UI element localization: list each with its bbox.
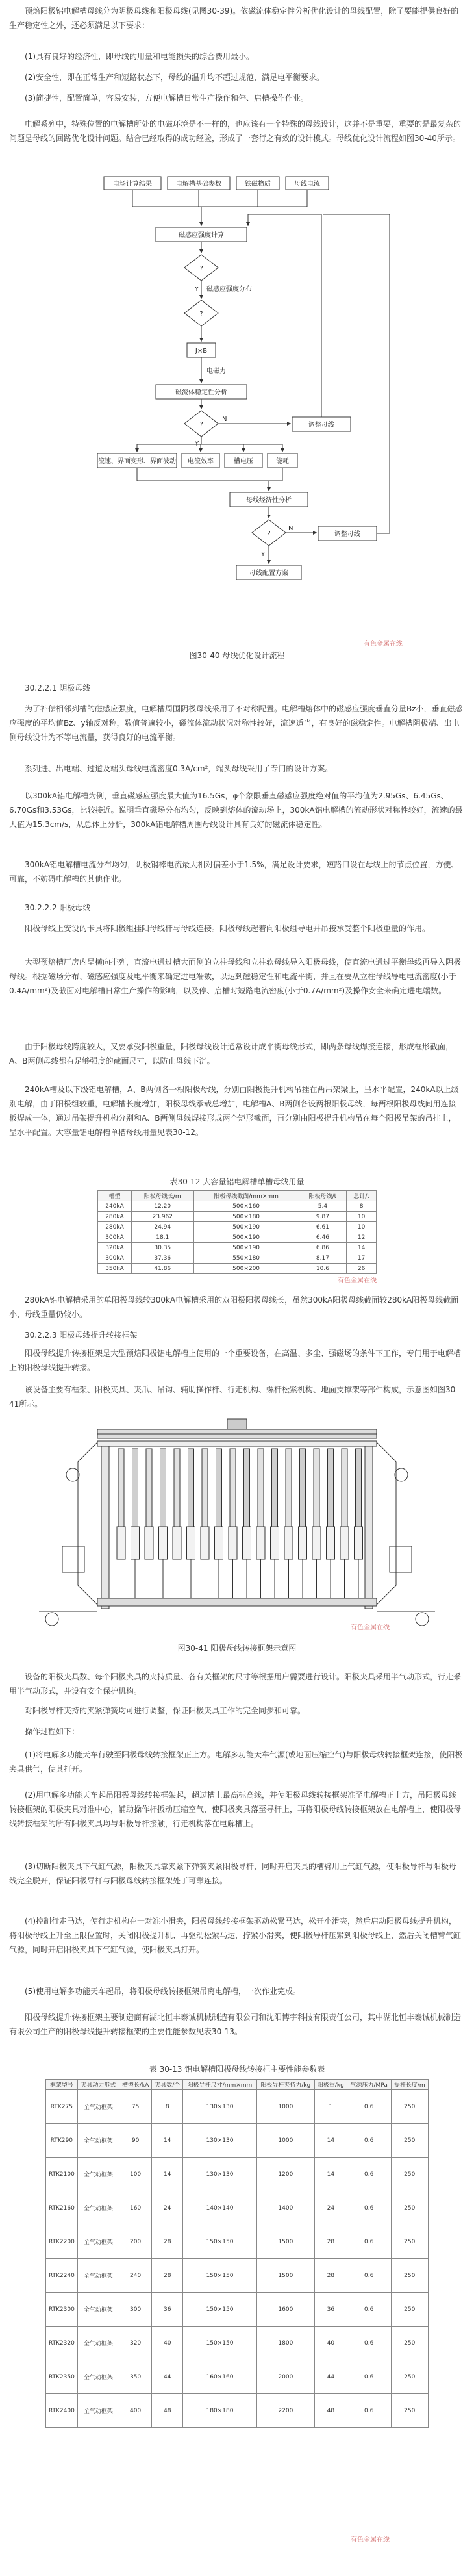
clamp-jaw <box>327 1527 335 1559</box>
table-cell: RTK2200 <box>46 2225 78 2259</box>
clamp-column <box>258 1449 264 1527</box>
table-cell: 6.86 <box>299 1243 347 1253</box>
table-row <box>46 2259 429 2293</box>
clamp-jaw <box>271 1527 279 1559</box>
table-cell: 8.17 <box>299 1253 347 1264</box>
table-cell: 140×140 <box>183 2191 257 2225</box>
table-cell: 500×190 <box>193 1243 299 1253</box>
clamp-jaw <box>299 1527 307 1559</box>
table-row <box>46 2158 429 2191</box>
output-energy-label: 能耗 <box>276 458 289 465</box>
frame-paragraph-2: 该设备主要有框架、阳极夹具、夹爪、吊钩、辅助操作杆、行走机构、螺杆松紧机构、地面支撑架等部件构成，示意图如图30-41所示。 <box>9 1385 458 1409</box>
table-cell: 150×150 <box>183 2225 257 2259</box>
table-cell: 全气动框架 <box>77 2124 119 2158</box>
clamp-jaw <box>215 1527 223 1559</box>
table-cell: 28 <box>314 2259 347 2293</box>
table-cell: 75 <box>119 2090 151 2124</box>
requirement-economy: (1)具有良好的经济性，即母线的用量和电能损失的综合费用最小。 <box>25 52 255 61</box>
table-cell: 160 <box>119 2191 151 2225</box>
table-cell: 250 <box>391 2191 428 2225</box>
table12-header: 阳极母线/t <box>299 1191 347 1201</box>
table-cell: 250 <box>391 2158 428 2191</box>
table-cell: 300kA <box>98 1232 132 1243</box>
table-cell: 全气动框架 <box>77 2090 119 2124</box>
anode-paragraph-2: 大型预焙槽厂房内呈横向排列，直流电通过槽大面侧的立柱母线和立柱软母线导入阳极母线，使直流电通过平衡母线再导入阴极母线。根据磁场分布、磁感应强度及电平衡来确定进电端数，以达到磁稳定性和电流平衡，并且在要从立柱母线导电电流密度(小于0.4A/mm²)及截面对电解槽日常生产操作的影响，以及停、启槽时短路电流密度(小于0.7A/mm²)及操作安全来确定进电端数。 <box>9 958 462 995</box>
table12-header: 总计/t <box>347 1191 377 1201</box>
clamp-column <box>174 1449 180 1527</box>
table-cell: 150×150 <box>183 2259 257 2293</box>
table-cell: 12.20 <box>131 1201 193 1212</box>
magnetic-calc-label: 磁感应强度计算 <box>179 232 224 239</box>
table-cell: 14 <box>314 2158 347 2191</box>
table-cell: 36 <box>314 2293 347 2327</box>
table-cell: 10 <box>347 1222 377 1232</box>
clamp-column <box>160 1449 166 1527</box>
table-cell: 40 <box>152 2327 183 2360</box>
final-configuration-label: 母线配置方案 <box>249 570 288 577</box>
electromagnetic-force-label: 电磁力 <box>206 368 226 375</box>
clamp-jaw <box>201 1527 209 1559</box>
table-cell: RTK2300 <box>46 2293 78 2327</box>
no-label-2: N <box>288 525 293 532</box>
cathode-paragraph-2: 系列进、出电端、过道及端头母线电流密度0.3A/cm²，端头母线采用了专门的设计方案。 <box>25 764 333 773</box>
table-cell: 350 <box>119 2360 151 2394</box>
table-cell: 24 <box>152 2191 183 2225</box>
table-cell: 300 <box>119 2293 151 2327</box>
table12-header: 阳极母线长/m <box>131 1191 193 1201</box>
adjust-busbar-1-label: 调整母线 <box>308 422 334 429</box>
operation-step-3: (3)切断阳极夹具下气缸气源，阳极夹具靠夹紧下弹簧夹紧阳极导杆，同时开启夹具的槽臂用上气缸气源，使阳极导杆与阳极母线完全脱开，保证阳极导杆与阳极母线转接框架处于可靠连接。 <box>9 1862 457 1885</box>
clamp-jaw <box>131 1527 140 1559</box>
operation-paragraph-2: 对阳极导杆夹持的夹紧弹簧均可进行调整，保证阳极夹具工作的完全同步和可靠。 <box>25 1706 306 1715</box>
frame-paragraph-1: 阳极母线提升转接框架是大型预焙阳极铝电解槽上使用的一个重要设备，在高温、多尘、强磁场的条件下工作，专门用于电解槽上的阳极母线提升转接。 <box>9 1349 462 1372</box>
clamp-column <box>118 1449 124 1527</box>
table-cell: 28 <box>152 2259 183 2293</box>
table-cell: 0.6 <box>347 2124 391 2158</box>
input-electric-field-label: 电场计算结果 <box>113 181 152 188</box>
table-cell: 250 <box>391 2394 428 2428</box>
table13-header: 阳极导杆尺寸/mm×mm <box>183 2080 257 2090</box>
table-cell: 41.86 <box>131 1264 193 1274</box>
table-cell: 90 <box>119 2124 151 2158</box>
table-cell: 全气动框架 <box>77 2259 119 2293</box>
clamp-jaw <box>159 1527 168 1559</box>
anode-paragraph-4: 240kA槽及以下级铝电解槽，A、B两侧各一根阳极母线，分别由阳极提升机构吊挂在两吊架梁上，呈水平配置，240kA以上级别电解，由于阳极组较重，电解槽长度增加，阳极母线承载总增加，电解槽A、B两侧各设两根阳极母线，每两根阳极母线间用连接板焊成一体，通过吊架提升机构分别和A、B两侧母线焊接形成两个矩形截面，再分别由阳极提升机构吊在每个阳极吊架的吊挂上，呈水平配置。大容量铝电解槽单槽母线用量见表30-12。 <box>9 1085 459 1137</box>
table-cell: 1500 <box>256 2225 314 2259</box>
table-cell: 8 <box>347 1201 377 1212</box>
clamp-column <box>244 1449 250 1527</box>
table-cell: 0.6 <box>347 2225 391 2259</box>
table-row <box>46 2394 429 2428</box>
watermark-1: 有色金属在线 <box>364 641 403 648</box>
table12-caption: 表30-12 大容量铝电解槽单槽母线用量 <box>169 1177 305 1186</box>
table-cell: 250 <box>391 2259 428 2293</box>
table-cell: 26 <box>347 1264 377 1274</box>
table-cell: 全气动框架 <box>77 2191 119 2225</box>
table-cell: 300kA <box>98 1253 132 1264</box>
table-cell: 28 <box>314 2225 347 2259</box>
table-cell: 0.6 <box>347 2090 391 2124</box>
yes-label-3: Y <box>261 551 266 558</box>
output-flow-label: 流速、界面变形、界面波动 <box>98 458 176 465</box>
table-row <box>98 1201 377 1212</box>
table-cell: 130×130 <box>183 2158 257 2191</box>
yes-label-1: Y <box>195 286 199 293</box>
table-row <box>46 2191 429 2225</box>
table-cell: 0.6 <box>347 2158 391 2191</box>
table13-header: 夹具数/个 <box>152 2080 183 2090</box>
table-cell: 全气动框架 <box>77 2225 119 2259</box>
table-cell: 40 <box>314 2327 347 2360</box>
table-cell: 全气动框架 <box>77 2394 119 2428</box>
table-cell: 10 <box>347 1212 377 1222</box>
manufacturer-paragraph: 阳极母线提升转接框架主要制造商有湖北恒丰泰诚机械制造有限公司和沈阳博宇科技有限责任公司，其中湖北恒丰泰诚机械制造有限公司生产的阳极母线提升转接框架的主要性能参数见表30-13。 <box>9 2013 462 2036</box>
table-cell: 400 <box>119 2394 151 2428</box>
table-row <box>46 2360 429 2394</box>
table12-header: 阳极母线截面/mm×mm <box>193 1191 299 1201</box>
table12-header-row <box>98 1191 377 1201</box>
table-row <box>98 1264 377 1274</box>
table-cell: RTK275 <box>46 2090 78 2124</box>
table-cell: 280kA <box>98 1212 132 1222</box>
table-cell: 44 <box>314 2360 347 2394</box>
table-cell: 1400 <box>256 2191 314 2225</box>
table-cell: 500×200 <box>193 1264 299 1274</box>
table-cell: 44 <box>152 2360 183 2394</box>
table-row <box>46 2225 429 2259</box>
anode-paragraph-3: 由于阳极母线跨度较大，又要承受阳极重量，阳极母线设计通常设计成平衡母线形式，即两条母线焊接连接，形成框形截面，A、B两侧母线都有足够强度的截面尺寸，以防止母线下沉。 <box>9 1042 454 1065</box>
table-cell: 250 <box>391 2225 428 2259</box>
table-cell: 180×180 <box>183 2394 257 2428</box>
table-cell: 250 <box>391 2327 428 2360</box>
operation-step-1: (1)将电解多功能天车行驶至阳极母线转接框架正上方。电解多功能天车气源(或地面压缩空气)与阳极母线转接框架连接，使阳极夹具供气，使其打开。 <box>9 1750 463 1774</box>
table12-header: 槽型 <box>98 1191 132 1201</box>
clamp-jaw <box>229 1527 237 1559</box>
intro-paragraph: 预焙阳极铝电解槽母线分为阴极母线和阳极母线(见图30-39)。依磁流体稳定性分析优化设计的母线配置，除了要能提供良好的生产稳定性之外，还必须满足以下要求： <box>9 6 459 30</box>
clamp-column <box>202 1449 208 1527</box>
table-cell: 100 <box>119 2158 151 2191</box>
table-cell: 28 <box>152 2225 183 2259</box>
table-cell: 23.962 <box>131 1212 193 1222</box>
table12 <box>97 1190 377 1274</box>
clamp-column <box>328 1449 334 1527</box>
clamp-column <box>146 1449 152 1527</box>
table-cell: 8 <box>152 2090 183 2124</box>
table-cell: 200 <box>119 2225 151 2259</box>
clamp-jaw <box>145 1527 153 1559</box>
table13-header: 槽型长/kA <box>119 2080 151 2090</box>
input-ferromagnetic-label: 铁磁物质 <box>245 181 271 188</box>
table-cell: 30.35 <box>131 1243 193 1253</box>
table-row <box>98 1212 377 1222</box>
table-cell: 1200 <box>256 2158 314 2191</box>
decision-4-label: ? <box>267 530 271 537</box>
clamp-column <box>230 1449 236 1527</box>
table-cell: 150×150 <box>183 2327 257 2360</box>
jxb-label: J×B <box>195 348 208 355</box>
table-row <box>98 1232 377 1243</box>
table-cell: RTK290 <box>46 2124 78 2158</box>
table-cell: 250 <box>391 2090 428 2124</box>
transfer-frame-drawing <box>0 1416 474 1637</box>
clamp-column <box>272 1449 278 1527</box>
table13-header-row <box>46 2080 429 2090</box>
table-cell: 全气动框架 <box>77 2293 119 2327</box>
table-cell: 12 <box>347 1232 377 1243</box>
clamp-column <box>216 1449 222 1527</box>
cathode-paragraph-1: 为了补偿相邻列槽的磁感应强度，电解槽周围阴极母线采用了不对称配置。电解槽熔体中的磁感应强度垂直分量Bz小，垂直磁感应强度的平均值Bz、y轴反对称，数值普遍较小，磁流体流动状况对称性较好，流速适当，有良好的磁稳定性。电解槽阴极端、出电侧母线设计为不等电流量，获得良好的电流平衡。 <box>9 704 463 742</box>
requirement-simplicity: (3)简捷性，配置简单，容易安装，方便电解槽日常生产操作和停、启槽操作作业。 <box>25 94 309 103</box>
clamp-jaw <box>284 1527 293 1559</box>
table13-header: 阳极导杆夹持力/kg <box>256 2080 314 2090</box>
table13 <box>45 2079 429 2428</box>
clamp-column <box>314 1449 319 1527</box>
table-cell: 500×190 <box>193 1222 299 1232</box>
fig40-caption: 图30-40 母线优化设计流程 <box>189 651 285 660</box>
table-cell: 500×190 <box>193 1232 299 1243</box>
table-cell: 250 <box>391 2124 428 2158</box>
table-cell: 240 <box>119 2259 151 2293</box>
table-cell: 14 <box>314 2124 347 2158</box>
cathode-paragraph-3: 以300kA铝电解槽为例，垂直磁感应强度最大值为16.5Gs，φ个象限垂直磁感应强度绝对值的平均值为2.95Gs、6.45Gs、6.70Gs和3.53Gs，比较接近。说明垂直磁场分布均匀，反映到熔体的流动场上，300kA铝电解槽的流动形状对称性较好，流速的最大值为15.3cm/s，从总体上分析，300kA铝电解槽周围母线设计具有良好的磁流体稳定性。 <box>9 791 463 829</box>
table-cell: 1000 <box>256 2124 314 2158</box>
output-voltage-label: 槽电压 <box>234 458 253 465</box>
section-cathode-heading: 30.2.2.1 阴极母线 <box>25 683 91 693</box>
table-cell: 5.4 <box>299 1201 347 1212</box>
magnetic-distribution-label: 磁感应强度分布 <box>206 286 252 293</box>
table13-header: 夹具动力形式 <box>77 2080 119 2090</box>
clamp-column <box>356 1449 362 1527</box>
clamp-column <box>188 1449 194 1527</box>
decision-2-label: ? <box>199 311 203 318</box>
table-cell: 9.87 <box>299 1212 347 1222</box>
anode-paragraph-1: 阳极母线上安设的卡具将阳极组挂阳母线杆与母线连接。阳极母线起着向阳极组导电并吊接承受整个阳极重量的作用。 <box>25 924 430 933</box>
table-cell: 0.6 <box>347 2259 391 2293</box>
table-cell: 全气动框架 <box>77 2360 119 2394</box>
table-cell: 24 <box>314 2191 347 2225</box>
table-cell: 全气动框架 <box>77 2158 119 2191</box>
table13-header: 提杆长度/m <box>391 2080 428 2090</box>
clamp-column <box>286 1449 292 1527</box>
clamp-jaw <box>117 1527 125 1559</box>
table-cell: 24.94 <box>131 1222 193 1232</box>
clamp-column <box>132 1449 138 1527</box>
table13-caption: 表 30-13 铝电解槽阳极母线转接框主要性能参数表 <box>149 2065 325 2074</box>
no-label-1: N <box>222 416 227 423</box>
clamp-jaw <box>256 1527 265 1559</box>
table-cell: 17 <box>347 1253 377 1264</box>
operation-paragraph-1: 设备的阳极夹具数、每个阳极夹具的夹持质量、各有关框架的尺寸等根据用户需要进行设计。阳极夹具采用半气动形式，行走采用半气动形式，并设有安全保护机构。 <box>9 1672 462 1696</box>
table-cell: 0.6 <box>347 2293 391 2327</box>
table-cell: RTK2160 <box>46 2191 78 2225</box>
economic-analysis-label: 母线经济性分析 <box>246 497 292 504</box>
table-row <box>98 1222 377 1232</box>
operation-step-4: (4)控制行走马达，使行走机构在一对准小滑夹，阳极母线转接框架驱动松紧马达，松开小滑夹，然后启动阳极母线提升机构，将阳极母线上升至上限位置时，关闭阳极提升机、再驱动松紧马达，拧紧小滑夹，使阳极导杆压紧到阳极母线上，然后关闭槽臂气缸气源，同时开启阳极夹具下气缸气源，使阳极夹具打开。 <box>9 1917 462 1954</box>
table-cell: 6.46 <box>299 1232 347 1243</box>
table-cell: 0.6 <box>347 2191 391 2225</box>
table-cell: 14 <box>347 1243 377 1253</box>
watermark-3: 有色金属在线 <box>351 1624 390 1631</box>
table-row <box>98 1243 377 1253</box>
anode-paragraph-5: 280kA铝电解槽采用的单阳极母线较300kA电解槽采用的双阳极阳极母线长，虽然300kA阳极母线截面较280kA阳极母线截面小，母线重量仍较小。 <box>9 1295 459 1319</box>
section-anode-heading: 30.2.2.2 阳极母线 <box>25 903 91 912</box>
design-pattern-paragraph: 电解系列中，特殊位置的电解槽所处的电磁环境是不一样的，也应该有一个特殊的母线设计，这并不是重要，重要的是最复杂的问题是母线的回路优化设计问题。结合已经取得的成功经验，形成了一套行之有效的设计模式。母线优化设计流程如图30-40所示。 <box>9 120 462 143</box>
table-cell: 36 <box>152 2293 183 2327</box>
adjust-busbar-2-label: 调整母线 <box>334 531 360 538</box>
table-cell: 240kA <box>98 1201 132 1212</box>
table-cell: RTK2240 <box>46 2259 78 2293</box>
watermark-4: 有色金属在线 <box>351 2536 390 2544</box>
table-cell: RTK2100 <box>46 2158 78 2191</box>
table-cell: 1500 <box>256 2259 314 2293</box>
table-cell: RTK2400 <box>46 2394 78 2428</box>
clamp-column <box>300 1449 306 1527</box>
table-cell: 250 <box>391 2360 428 2394</box>
table-cell: RTK2350 <box>46 2360 78 2394</box>
table-cell: 160×160 <box>183 2360 257 2394</box>
table-cell: 14 <box>152 2158 183 2191</box>
table-cell: 500×180 <box>193 1212 299 1222</box>
table-cell: 10.6 <box>299 1264 347 1274</box>
table-cell: 500×160 <box>193 1201 299 1212</box>
table-cell: 250 <box>391 2293 428 2327</box>
table-cell: 18.1 <box>131 1232 193 1243</box>
table-cell: 320 <box>119 2327 151 2360</box>
table13-header: 框架型号 <box>46 2080 78 2090</box>
operation-steps-title: 操作过程如下： <box>25 1727 80 1736</box>
table-cell: 1000 <box>256 2090 314 2124</box>
output-efficiency-label: 电流效率 <box>188 458 214 465</box>
clamp-column <box>342 1449 347 1527</box>
table-cell: 2200 <box>256 2394 314 2428</box>
table-cell: 130×130 <box>183 2090 257 2124</box>
table-cell: 130×130 <box>183 2124 257 2158</box>
clamp-jaw <box>355 1527 363 1559</box>
requirement-safety: (2)安全性，即在正常生产和短路状态下，母线的温升均不超过规范，满足电平衡要求。 <box>25 73 325 82</box>
yes-label-2: Y <box>195 440 199 448</box>
clamp-jaw <box>312 1527 321 1559</box>
input-busbar-current-label: 母线电流 <box>294 181 320 188</box>
table-cell: 0.6 <box>347 2360 391 2394</box>
table-cell: 37.36 <box>131 1253 193 1264</box>
table-cell: 320kA <box>98 1243 132 1253</box>
table-cell: 48 <box>314 2394 347 2428</box>
table-row <box>46 2327 429 2360</box>
table-cell: 6.61 <box>299 1222 347 1232</box>
mhd-analysis-label: 磁流体稳定性分析 <box>175 389 227 396</box>
table-cell: 280kA <box>98 1222 132 1232</box>
table-cell: 1800 <box>256 2327 314 2360</box>
table-cell: 48 <box>152 2394 183 2428</box>
table-cell: 150×150 <box>183 2293 257 2327</box>
operation-step-2: (2)用电解多功能天车起吊阳极母线转接框架起，超过槽上最高标高线，并使阳极母线转接框架准至电解槽正上方，吊阳极母线转接框架的阳极夹具对准中心，辅助操作杆扳动压缩空气，使阳极夹具落至导杆上，再将阳极母线转接框架放在电解槽上，使阳极母线转接框架的所有阳极夹具均与阳极导杆接触，行走机构落在电解槽上。 <box>9 1791 462 1828</box>
table-cell: 14 <box>152 2124 183 2158</box>
table-cell: 2000 <box>256 2360 314 2394</box>
table-cell: 1 <box>314 2090 347 2124</box>
clamp-jaw <box>173 1527 181 1559</box>
table-cell: 0.6 <box>347 2394 391 2428</box>
decision-1-label: ? <box>199 265 203 272</box>
decision-3-label: ? <box>199 421 203 428</box>
table-cell: 全气动框架 <box>77 2327 119 2360</box>
table-cell: 0.6 <box>347 2327 391 2360</box>
busbar-optimization-flowchart <box>0 0 474 650</box>
table-cell: 350kA <box>98 1264 132 1274</box>
table13-header: 气源压力/MPa <box>347 2080 391 2090</box>
section-frame-heading: 30.2.2.3 阳极母线提升转接框架 <box>25 1331 138 1340</box>
input-cell-parameters-label: 电解槽基础参数 <box>176 181 221 188</box>
table-row <box>98 1253 377 1264</box>
fig41-caption: 图30-41 阳极母线转接框架示意图 <box>177 1644 297 1653</box>
table-cell: 1600 <box>256 2293 314 2327</box>
table-cell: RTK2320 <box>46 2327 78 2360</box>
clamp-jaw <box>340 1527 349 1559</box>
clamp-jaw <box>187 1527 195 1559</box>
table13-header: 阳极重/kg <box>314 2080 347 2090</box>
clamp-jaw <box>243 1527 251 1559</box>
table-row <box>46 2124 429 2158</box>
table-cell: 550×180 <box>193 1253 299 1264</box>
watermark-2: 有色金属在线 <box>338 1277 377 1284</box>
cathode-paragraph-4: 300kA铝电解槽电流分布均匀，阴极钢棒电流最大相对偏差小于1.5%，满足设计要求，短路口设在母线上的节点位置，方便、可靠，不妨碍电解槽的其他作业。 <box>9 860 459 884</box>
table-row <box>46 2293 429 2327</box>
table-row <box>46 2090 429 2124</box>
operation-step-5: (5)使用电解多功能天车起吊，将阳极母线转接框架吊离电解槽，一次作业完成。 <box>25 1987 301 1996</box>
